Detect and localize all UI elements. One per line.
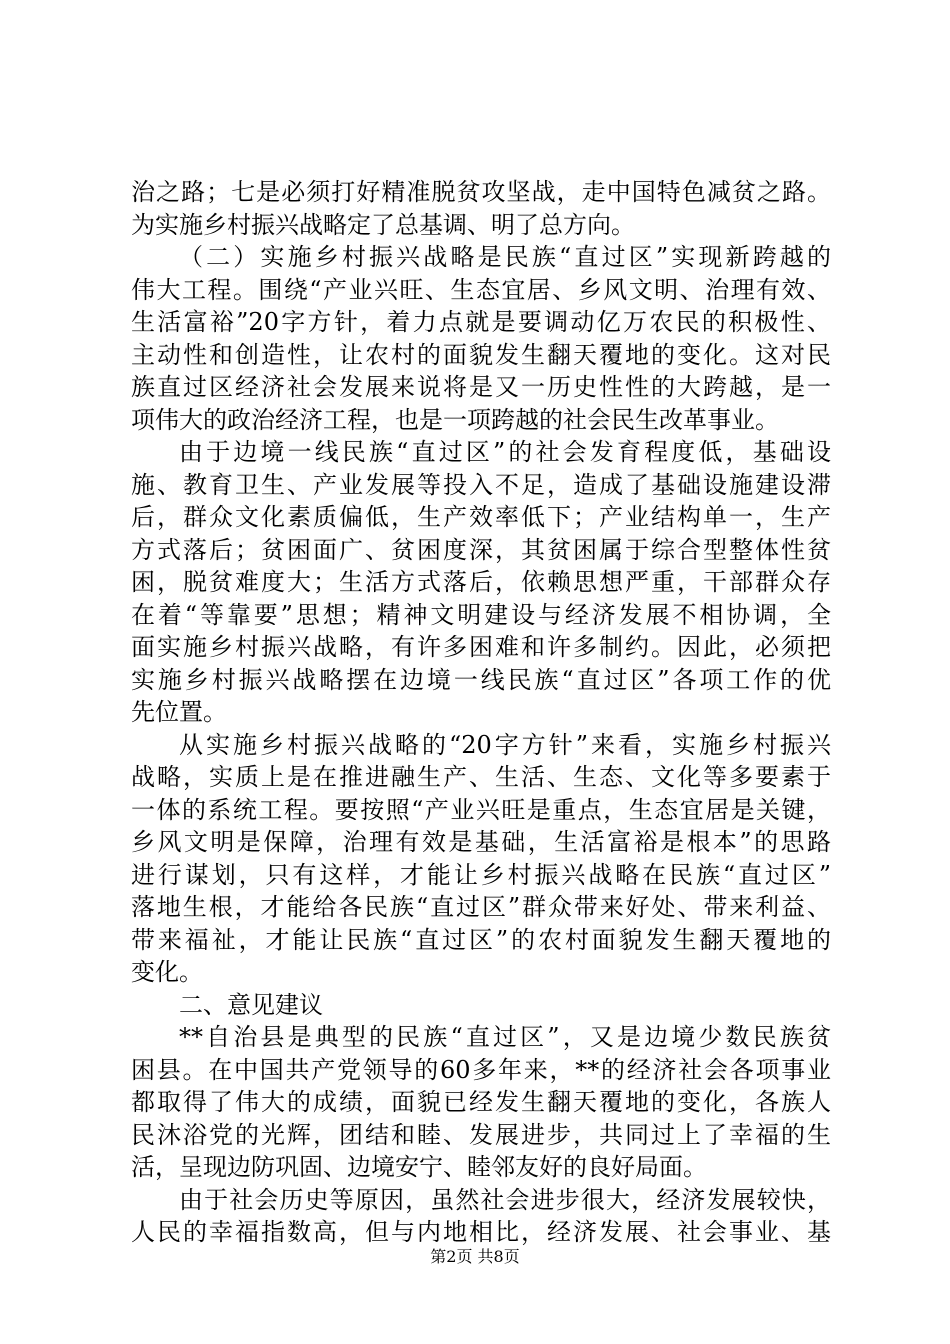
text-line: **自治县是典型的民族“直过区”，又是边境少数民族贫 <box>179 1023 831 1051</box>
text-line: 由于社会历史等原因，虽然社会进步很大，经济发展较快， <box>179 1185 831 1214</box>
text-line: 都取得了伟大的成绩，面貌已经发生翻天覆地的变化，各族人 <box>131 1088 831 1116</box>
text-line: 后，群众文化素质偏低，生产效率低下；产业结构单一，生产 <box>131 503 831 531</box>
text-line: 生活富裕”20字方针，着力点就是要调动亿万农民的积极性、 <box>131 308 831 336</box>
text-line: 治之路；七是必须打好精准脱贫攻坚战，走中国特色减贫之路。 <box>131 178 831 206</box>
text-line: 一体的系统工程。要按照“产业兴旺是重点，生态宜居是关键， <box>131 795 831 824</box>
text-line: 人民的幸福指数高，但与内地相比，经济发展、社会事业、基 <box>131 1218 831 1246</box>
page-footer <box>0 1244 950 1267</box>
text-line: 落地生根，才能给各民族“直过区”群众带来好处、带来利益、 <box>131 893 831 921</box>
text-line: 由于边境一线民族“直过区”的社会发育程度低，基础设 <box>179 438 831 466</box>
text-line: 伟大工程。围绕“产业兴旺、生态宜居、乡风文明、治理有效、 <box>131 275 831 304</box>
text-line: 实施乡村振兴战略摆在边境一线民族“直过区”各项工作的优 <box>131 665 831 694</box>
text-line: 活，呈现边防巩固、边境安宁、睦邻友好的良好局面。 <box>131 1153 707 1181</box>
text-line: 项伟大的政治经济工程，也是一项跨越的社会民生改革事业。 <box>131 405 779 434</box>
text-line: 在着“等靠要”思想；精神文明建设与经济发展不相协调，全 <box>131 600 831 629</box>
text-line: 面实施乡村振兴战略，有许多困难和许多制约。因此，必须把 <box>131 633 831 661</box>
text-line: 带来福祉，才能让民族“直过区”的农村面貌发生翻天覆地的 <box>131 925 831 954</box>
text-line: 族直过区经济社会发展来说将是又一历史性性的大跨越，是一 <box>131 373 831 401</box>
text-line: 方式落后；贫困面广、贫困度深，其贫困属于综合型整体性贫 <box>131 535 831 564</box>
document-body <box>131 176 831 1249</box>
text-line: 主动性和创造性，让农村的面貌发生翻天覆地的变化。这对民 <box>131 340 831 369</box>
text-line: 从实施乡村振兴战略的“20字方针”来看，实施乡村振兴 <box>179 730 831 759</box>
text-line: 变化。 <box>131 958 203 986</box>
text-line: （二）实施乡村振兴战略是民族“直过区”实现新跨越的 <box>179 243 831 271</box>
text-line: 进行谋划，只有这样，才能让乡村振兴战略在民族“直过区” <box>131 860 831 889</box>
text-line: 二、意见建议 <box>179 990 323 1019</box>
text-line: 困县。在中国共产党领导的60多年来，**的经济社会各项事业 <box>131 1055 831 1084</box>
text-line: 困，脱贫难度大；生活方式落后，依赖思想严重，干部群众存 <box>131 568 831 596</box>
page-number: 第2页 共8页 <box>430 1247 520 1266</box>
text-line: 先位置。 <box>131 698 227 726</box>
text-line: 为实施乡村振兴战略定了总基调、明了总方向。 <box>131 210 635 239</box>
text-line: 战略，实质上是在推进融生产、生活、生态、文化等多要素于 <box>131 763 831 791</box>
text-line: 乡风文明是保障，治理有效是基础，生活富裕是根本”的思路 <box>131 828 831 856</box>
text-line: 施、教育卫生、产业发展等投入不足，造成了基础设施建设滞 <box>131 470 831 499</box>
text-line: 民沐浴党的光辉，团结和睦、发展进步，共同过上了幸福的生 <box>131 1120 831 1149</box>
